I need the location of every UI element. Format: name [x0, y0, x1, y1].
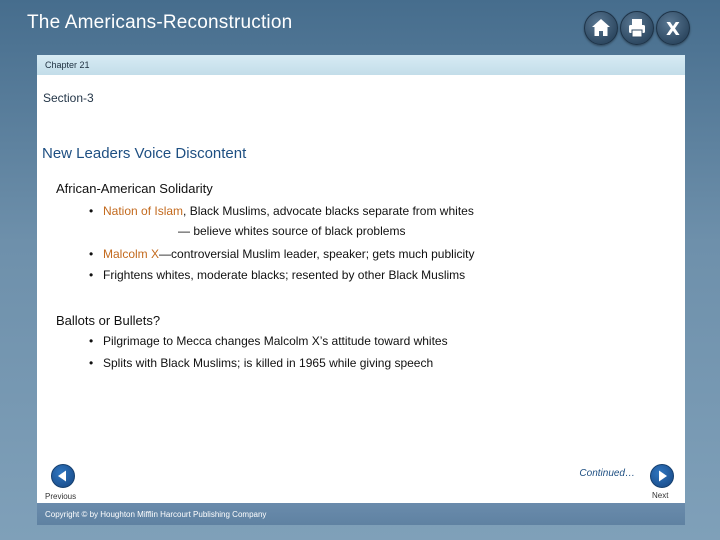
- previous-label[interactable]: Previous: [45, 492, 77, 501]
- slide-content: [37, 75, 685, 503]
- subheading-ballots: Ballots or Bullets?: [56, 313, 161, 328]
- printer-icon: [621, 12, 653, 44]
- arrow-left-icon: [52, 465, 74, 487]
- chapter-bar: [37, 55, 685, 75]
- bullet-item: • Malcolm X—controversial Muslim leader, speaker; gets much publicity: [89, 247, 475, 261]
- footer-bar: [37, 503, 685, 525]
- section-label: Section-3: [43, 91, 94, 105]
- arrow-right-icon: [651, 465, 673, 487]
- window-title: The Americans-Reconstruction: [27, 12, 293, 33]
- print-button[interactable]: [620, 11, 654, 45]
- home-icon: [585, 12, 617, 44]
- bullet-item: • Pilgrimage to Mecca changes Malcolm X’s attitude toward whites: [89, 334, 448, 348]
- copyright-text: Copyright © by Houghton Mifflin Harcourt Publishing Company: [45, 510, 267, 519]
- next-label[interactable]: Next: [652, 491, 669, 500]
- bullet-item: • Splits with Black Muslims; is killed in 1965 while giving speech: [89, 356, 434, 370]
- highlight-term: Malcolm X: [103, 247, 160, 261]
- page-title: New Leaders Voice Discontent: [42, 145, 247, 162]
- next-button[interactable]: [650, 464, 674, 488]
- chapter-label: Chapter 21: [45, 60, 90, 70]
- bullet-continuation: — believe whites source of black problems: [178, 224, 406, 238]
- continued-label: Continued…: [579, 468, 635, 479]
- bullet-item: • Frightens whites, moderate blacks; resented by other Black Muslims: [89, 268, 466, 282]
- subheading-solidarity: African-American Solidarity: [56, 181, 213, 196]
- close-button[interactable]: [656, 11, 690, 45]
- home-button[interactable]: [584, 11, 618, 45]
- highlight-term: Nation of Islam: [103, 204, 184, 218]
- close-glyph: X: [666, 19, 680, 40]
- bullet-item: • Nation of Islam, Black Muslims, advocate blacks separate from whites: [89, 204, 474, 218]
- close-icon: [657, 12, 689, 44]
- previous-button[interactable]: [51, 464, 75, 488]
